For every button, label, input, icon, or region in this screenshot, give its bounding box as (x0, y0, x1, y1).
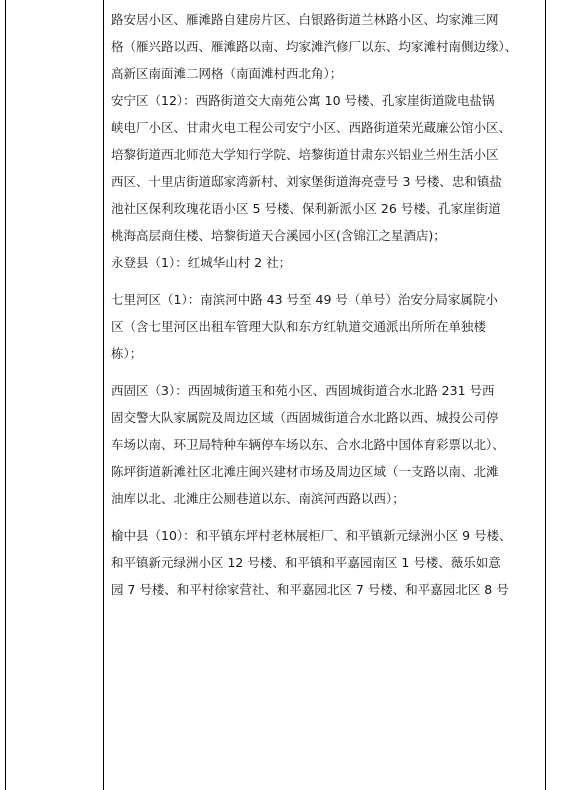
text-line: 七里河区（1）：南滨河中路 43 号至 49 号（单号）治安分局家属院小 (111, 292, 498, 307)
paragraph-yongdeng (111, 249, 541, 276)
text-line: 西固区（3）：西固城街道玉和苑小区、西固城街道合水北路 231 号西 (111, 383, 495, 398)
text-line: 榆中县（10）：和平镇东坪村老林展柜厂、和平镇新元绿洲小区 9 号楼、 (111, 528, 512, 543)
text-line: 固交警大队家属院及周边区域（西固城街道合水北路以西、城投公司停 (111, 410, 499, 425)
text-line: 车场以南、环卫局特种车辆停车场以东、合水北路中国体育彩票以北）、 (111, 437, 505, 452)
paragraph-anning (111, 87, 541, 249)
notice-content (111, 6, 541, 603)
text-line: 安宁区（12）：西路街道交大南苑公寓 10 号楼、孔家崖街道陇电盐锅 (111, 93, 495, 108)
text-line: 栋）； (111, 346, 143, 361)
paragraph-chengguan-continued (111, 6, 541, 87)
text-line: 陈坪街道新滩社区北滩庄闽兴建材市场及周边区域（一支路以南、北滩 (111, 464, 499, 479)
text-line: 峡电厂小区、甘肃火电工程公司安宁小区、西路街道荣光蔵廉公馆小区、 (111, 120, 512, 135)
text-line: 格（雁兴路以西、雁滩路以南、均家滩汽修厂以东、均家滩村南侧边缘）、 (111, 39, 518, 54)
paragraph-xigu (111, 377, 541, 512)
paragraph-yuzhong (111, 522, 541, 603)
text-line: 桃海高层商住楼、培黎街道天合溪园小区(含锦江之星酒店)； (111, 228, 446, 243)
text-line: 和平镇新元绿洲小区 12 号楼、和平镇和平嘉园南区 1 号楼、薇乐如意 (111, 555, 501, 570)
column-divider (103, 0, 104, 790)
text-line: 高新区南面滩二网格（南面滩村西北角）； (111, 66, 343, 81)
text-line: 路安居小区、雁滩路自建房片区、白银路街道兰林路小区、均家滩三网 (111, 12, 499, 27)
text-line: 油库以北、北滩庄公厕巷道以东、南滨河西路以西）； (111, 491, 405, 506)
text-line: 永登县（1）：红城华山村 2 社； (111, 255, 292, 270)
text-line: 培黎街道西北师范大学知行学院、培黎街道甘肃东兴铝业兰州生活小区 (111, 147, 499, 162)
text-line: 池社区保利玫瑰花语小区 5 号楼、保利新派小区 26 号楼、孔家崖街道 (111, 201, 501, 216)
text-line: 区（含七里河区出租车管理大队和东方红轨道交通派出所所在单独楼 (111, 319, 487, 334)
text-line: 西区、十里店街道邸家湾新村、刘家堡街道海亮壹号 3 号楼、忠和镇盐 (111, 174, 502, 189)
text-line: 园 7 号楼、和平村徐家营社、和平嘉园北区 7 号楼、和平嘉园北区 8 号 (111, 582, 509, 597)
paragraph-qilihe (111, 286, 541, 367)
